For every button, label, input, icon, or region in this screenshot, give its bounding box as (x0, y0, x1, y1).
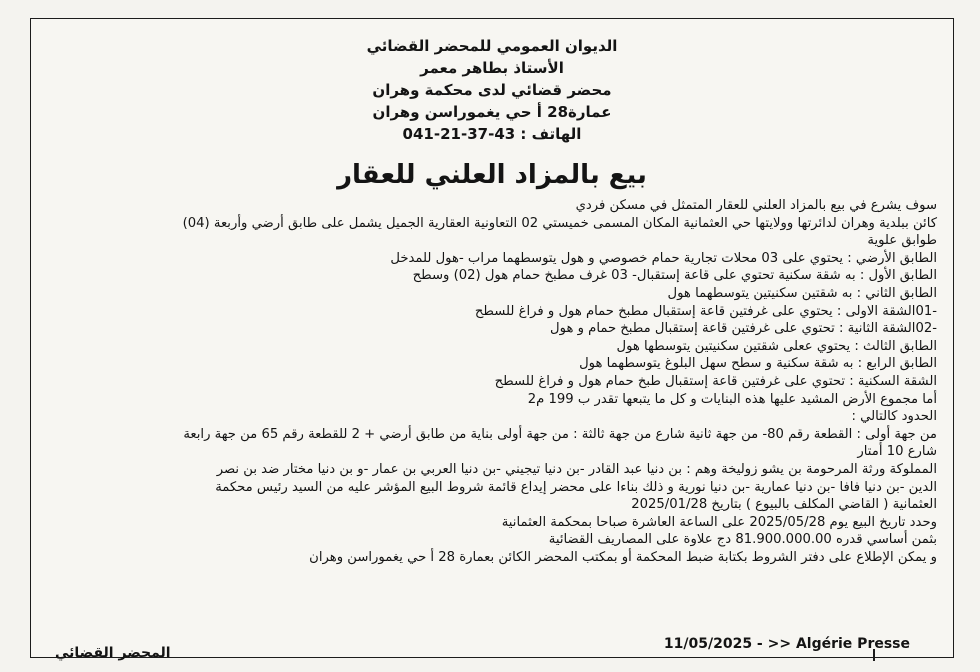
body-line: و يمكن الإطلاع على دفتر الشروط بكتابة ضبط المحكمة أو بمكتب المحضر الكائن بعمارة 28 أ حي يغموراسن وهران (309, 549, 937, 565)
body-line: الطابق الثالث : يحتوي ععلى شقتين سكنيتين يتوسطها هول (616, 338, 937, 354)
header-office: الديوان العمومي للمحضر القضائي (366, 37, 618, 55)
body-line: بثمن أساسي قدره 81.900.000.00 دج علاوة على المصاريف القضائية (548, 532, 937, 548)
body-line: من جهة أولى : القطعة رقم 80- من جهة ثانية شارع من جهة ثالثة : من جهة أولى بناية من طابق أرضي + 2 للقطعة رقم 65 من جهة رابعة (183, 426, 937, 442)
body-line: -01الشقة الاولى : يحتوي على غرفتين قاعة إستقبال مطبخ حمام هول و فراغ للسطح (474, 303, 937, 319)
body-line: شارع 10 أمتار (857, 444, 937, 460)
notice-title: بيع بالمزاد العلني للعقار (337, 160, 647, 190)
body-line: الطابق الرابع : به شقة سكنية و سطح سهل البلوغ يتوسطهما هول (579, 356, 937, 372)
bailiff-header (31, 35, 953, 145)
header-address: عمارة28 أ حي يغموراسن وهران (372, 103, 612, 121)
body-line: الحدود كالتالي : (851, 409, 937, 425)
notice-body (47, 197, 937, 566)
notice-frame (30, 18, 954, 661)
header-phone: الهاتف : 43-37-21-041 (402, 125, 582, 143)
body-line: الطابق الثاني : به شقتين سكنيتين يتوسطهما هول (667, 285, 937, 301)
body-line: أما مجموع الأرض المشيد عليها هذه البنايات و كل ما يتبعها تقدر ب 199 م2 (527, 391, 937, 407)
body-line: الشقة السكنية : تحتوي على غرفتين قاعة إستقبال طبخ حمام هول و فراغ للسطح (494, 373, 937, 389)
body-line: طوابق علوية (867, 233, 937, 249)
body-line: كائن ببلدية وهران لدائرتها وولايتها حي العثمانية المكان المسمى خميستي 02 التعاونية العقارية الجميل يشمل على طابق أرضي وأربعة (04) (182, 215, 937, 231)
body-line: -02الشقة الثانية : تحتوي على غرفتين قاعة إستقبال مطبخ حمام و هول (550, 321, 937, 337)
body-line: الدين -بن دنيا فافا -بن دنيا عمارية -بن دنيا نورية و ذلك بناءا على محضر إيداع قائمة شروط البيع المؤشر عليه من السيد رئيس محكمة (215, 479, 937, 495)
body-line: الطابق الأرضي : يحتوي على 03 محلات تجارية حمام خصوصي و هول يتوسطهما مراب -هول للمدخل (390, 250, 937, 266)
body-line: الطابق الأول : به شقة سكنية تحتوي على قاعة إستقبال- 03 غرف مطبخ حمام هول (02) وسطح (412, 268, 937, 284)
publication-line: 11/05/2025 - >> Algérie Presse (663, 636, 910, 652)
header-court: محضر قضائي لدى محكمة وهران (372, 81, 612, 99)
body-line: المملوكة ورثة المرحومة بن يشو زوليخة وهم : بن دنيا عبد القادر -بن دنيا تيجيني -بن دنيا العربي بن عمار -و بن دنيا مختار ضد بن نصر (216, 461, 937, 477)
body-line: وحدد تاريخ البيع يوم 2025/05/28 على الساعة العاشرة صباحا بمحكمة العثمانية (501, 514, 937, 530)
signature-label: المحضر القضائي (55, 645, 171, 661)
body-line: سوف يشرع في بيع بالمزاد العلني للعقار المتمثل في مسكن فردي (575, 198, 937, 213)
body-line: العثمانية ( القاضي المكلف بالبيوع ) بتاريخ 2025/01/28 (631, 497, 937, 513)
header-name: الأستاذ بطاهر معمر (420, 59, 564, 77)
